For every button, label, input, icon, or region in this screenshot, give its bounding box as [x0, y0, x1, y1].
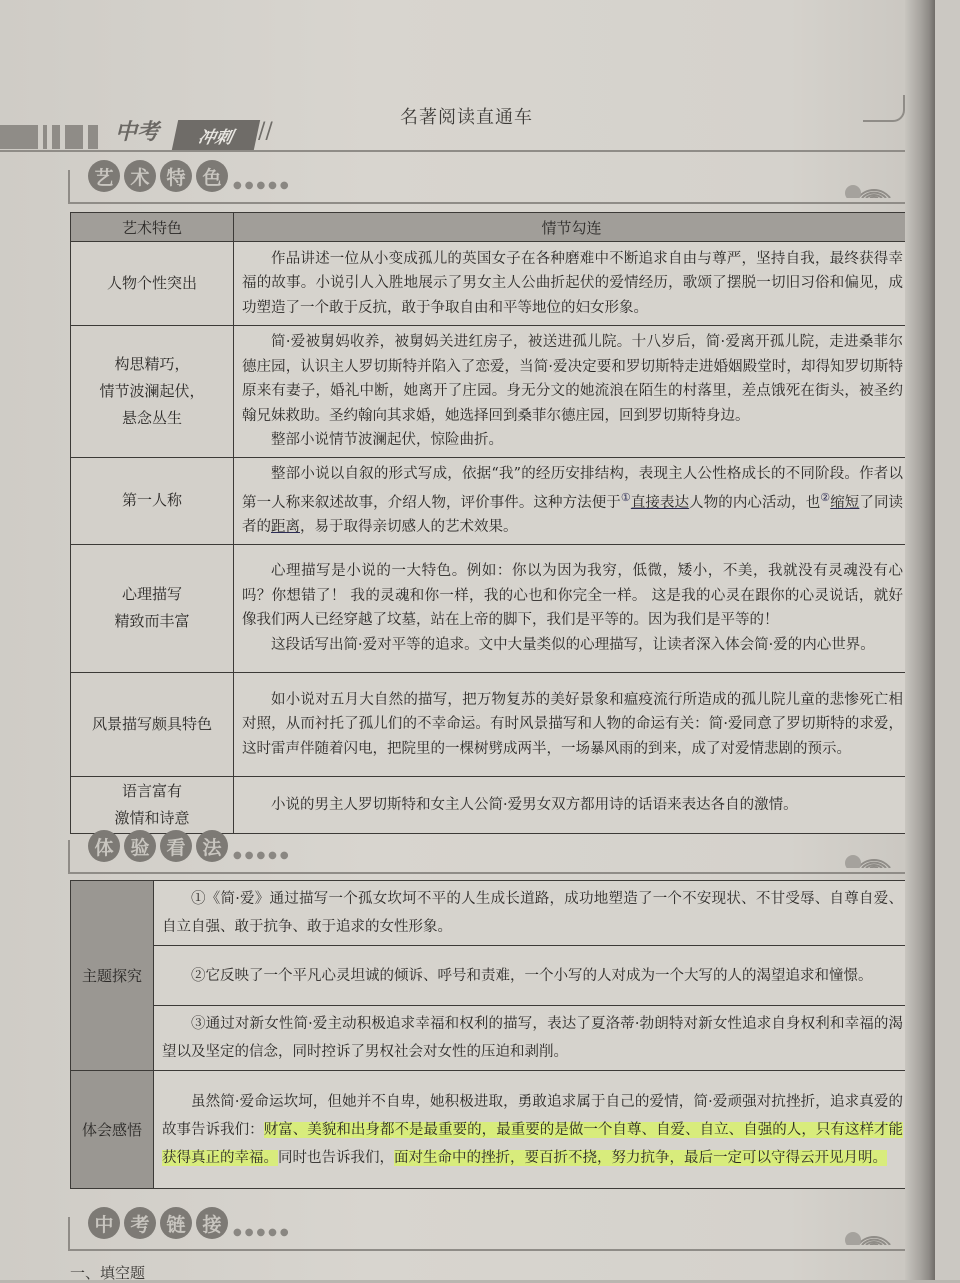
row-content [234, 776, 910, 833]
banner-char: 法 [196, 830, 228, 862]
paragraph: 小说的男主人罗切斯特和女主人公简·爱男女双方都用诗的话语来表达各自的激情。 [271, 796, 798, 813]
row-label: 风景描写颇具特色 [71, 672, 234, 776]
paragraph: 心理描写是小说的一大特色。例如：你以为因为我穷，低微，矮小，不美，我就没有灵魂没有心吗？你想错了！ 我的灵魂和你一样，我的心也和你完全一样。 这是我的心灵在跟你的心灵说话，就好像我们两人已经穿越了坟墓，站在上帝的脚下，我们是平等的。因为我们是平等的！ [242, 563, 903, 629]
label-line: 语言富有 [121, 781, 182, 800]
paragraph: 整部小说情节波澜起伏，惊险曲折。 [271, 432, 503, 448]
banner-char: 色 [196, 160, 228, 192]
banner-char: 考 [124, 1207, 156, 1239]
text-span: 整部小说以自叙的形式写成，依据“我”的经历安排结构，表现主人公性格成长的不同阶段。作者以第一人称来叙述故事，介绍人物，评价事件。这种方法便于 [242, 465, 903, 511]
section-banner-exam-link [68, 1207, 913, 1262]
table-row [71, 1006, 910, 1071]
art-features-table [70, 212, 910, 834]
table-row [71, 326, 910, 458]
text-span: ，易于取得亲切感人的艺术效果。 [300, 519, 518, 536]
rainbow-arcs-icon [843, 830, 893, 868]
slash-decor-icon: // [258, 119, 273, 144]
header-cap-decor [863, 95, 905, 122]
banner-char: 中 [88, 1207, 120, 1239]
paragraph: 作品讲述一位从小变成孤儿的英国女子在各种磨难中不断追求自由与尊严，坚持自我，最终获得幸福的故事。小说引人入胜地展示了男女主人公曲折起伏的爱情经历，歌颂了摆脱一切旧习俗和偏见，成功塑造了一个敢于反抗，敢于争取自由和平等地位的妇女形象。 [242, 250, 903, 316]
row-label [71, 326, 234, 458]
row-label [71, 776, 234, 833]
table-row [71, 544, 910, 672]
row-content [234, 544, 910, 672]
text-span: 人物的内心活动，也 [689, 494, 821, 511]
banner-char: 特 [160, 160, 192, 192]
experience-table [70, 880, 910, 1189]
banner-char: 看 [160, 830, 192, 862]
label-line: 情节波澜起伏， [99, 381, 205, 400]
header-decor-bars [0, 125, 98, 149]
paragraph: 简·爱被舅妈收养，被舅妈关进红房子，被送进孤儿院。十八岁后，简·爱离开孤儿院，走进桑菲尔德庄园，认识主人罗切斯特并陷入了恋爱，当简·爱决定要和罗切斯特走进婚姻殿堂时，却得知罗切斯特原来有妻子，婚礼中断，她离开了庄园。身无分文的她流浪在陌生的村落里，差点饿死在街头，被圣约翰兄妹救助。圣约翰向其求婚，她选择回到桑菲尔德庄园，回到罗切斯特身边。 [242, 334, 903, 424]
table-row [71, 776, 910, 833]
banner-stem [68, 1217, 70, 1249]
underlined-text: 直接表达 [630, 494, 690, 511]
handwritten-mark-1: ① [620, 491, 631, 504]
underlined-text: 缩短 [830, 494, 860, 511]
table-row [71, 881, 910, 946]
row-label-theme: 主题探究 [71, 881, 154, 1071]
banner-char: 体 [88, 830, 120, 862]
logo-brush-text: 中考 [115, 119, 160, 145]
dots-decor-icon: ●●●●● [233, 850, 292, 861]
banner-stem [68, 170, 70, 202]
handwritten-mark-2: ② [820, 491, 831, 504]
underlined-text: 距离 [271, 519, 300, 536]
banner-rule [68, 1249, 908, 1251]
label-line: 悬念丛生 [121, 408, 182, 427]
column-header: 艺术特色 [71, 213, 234, 242]
row-content [234, 242, 910, 326]
book-gutter [905, 0, 935, 1280]
highlighted-text: 财富、美貌和出身都不是最重要的，最重要的是做一个自尊、自爱、自立、自强的人，只有这样才能获得真正的幸福。 [162, 1121, 904, 1166]
banner-char: 术 [124, 160, 156, 192]
banner-char: 验 [124, 830, 156, 862]
section-banner-art-features [68, 160, 913, 215]
insight-content [154, 1071, 910, 1189]
label-line: 精致而丰富 [114, 612, 190, 631]
paragraph: 如小说对五月大自然的描写，把万物复苏的美好景象和瘟疫流行所造成的孤儿院儿童的悲惨死亡相对照，从而衬托了孤儿们的不幸命运。有时风景描写和人物的命运有关：简·爱同意了罗切斯特的求爱，这时雷声伴随着闪电，把院里的一棵树劈成两半，一场暴风雨的到来，成了对爱情悲剧的预示。 [242, 691, 903, 757]
banner-rule [68, 872, 908, 874]
adjacent-page-edge [935, 0, 960, 1280]
header-rule [0, 150, 905, 152]
theme-item [154, 1006, 910, 1071]
table-row [71, 946, 910, 1006]
row-label-insight: 体会感悟 [71, 1071, 154, 1189]
paragraph: ③通过对新女性简·爱主动积极追求幸福和权利的描写，表达了夏洛蒂·勃朗特对新女性追求自身权利和幸福的渴望以及坚定的信念，同时控诉了男权社会对女性的压迫和剥削。 [162, 1016, 903, 1060]
page-header [0, 95, 905, 148]
banner-char: 艺 [88, 160, 120, 192]
row-label: 第一人称 [71, 457, 234, 544]
paragraph [162, 1088, 903, 1172]
logo-tag: 冲刺 [172, 120, 260, 150]
table-row [71, 242, 910, 326]
highlighted-text: 面对生命中的挫折，要百折不挠，努力抗争，最后一定可以守得云开见月明。 [394, 1149, 887, 1166]
theme-item [154, 881, 910, 946]
paragraph: ②它反映了一个平凡心灵坦诚的倾诉、呼号和责难，一个小写的人对成为一个大写的人的渴望追求和憧憬。 [191, 967, 873, 984]
table-header-row [71, 213, 910, 242]
banner-stem [68, 840, 70, 872]
section-banner-experience [68, 830, 913, 885]
rainbow-arcs-icon [843, 160, 893, 198]
banner-char: 接 [196, 1207, 228, 1239]
text-span: 了同读者的 [242, 494, 904, 536]
label-line: 激情和诗意 [114, 808, 190, 827]
theme-item [154, 946, 910, 1006]
rainbow-arcs-icon [843, 1207, 893, 1245]
row-content [234, 457, 910, 544]
row-label [71, 544, 234, 672]
label-line: 心理描写 [121, 585, 182, 604]
page-title: 名著阅读直通车 [400, 107, 533, 128]
text-span: 同时也告诉我们， [278, 1149, 394, 1166]
paragraph: ①《简·爱》通过描写一个孤女坎坷不平的人生成长道路，成功地塑造了一个不安现状、不甘受辱、自尊自爱、自立自强、敢于抗争、敢于追求的女性形象。 [162, 891, 903, 935]
row-label: 人物个性突出 [71, 242, 234, 326]
table-row [71, 457, 910, 544]
row-content [234, 326, 910, 458]
question-type-heading: 一、填空题 [70, 1264, 146, 1282]
banner-char: 链 [160, 1207, 192, 1239]
table-row [71, 1071, 910, 1189]
banner-rule [68, 202, 908, 204]
paragraph: 这段话写出简·爱对平等的追求。文中大量类似的心理描写，让读者深入体会简·爱的内心世界。 [271, 636, 875, 653]
paragraph [242, 462, 903, 540]
text-span: 虽然简·爱命运坎坷，但她并不自卑，她积极进取，勇敢追求属于自己的爱情，简·爱顽强对抗挫折，追求真爱的故事告诉我们： [162, 1093, 903, 1138]
label-line: 构思精巧， [114, 354, 190, 373]
row-content [234, 672, 910, 776]
table-row [71, 672, 910, 776]
dots-decor-icon: ●●●●● [233, 1227, 292, 1238]
column-header: 情节勾连 [234, 213, 910, 242]
dots-decor-icon: ●●●●● [233, 180, 292, 191]
